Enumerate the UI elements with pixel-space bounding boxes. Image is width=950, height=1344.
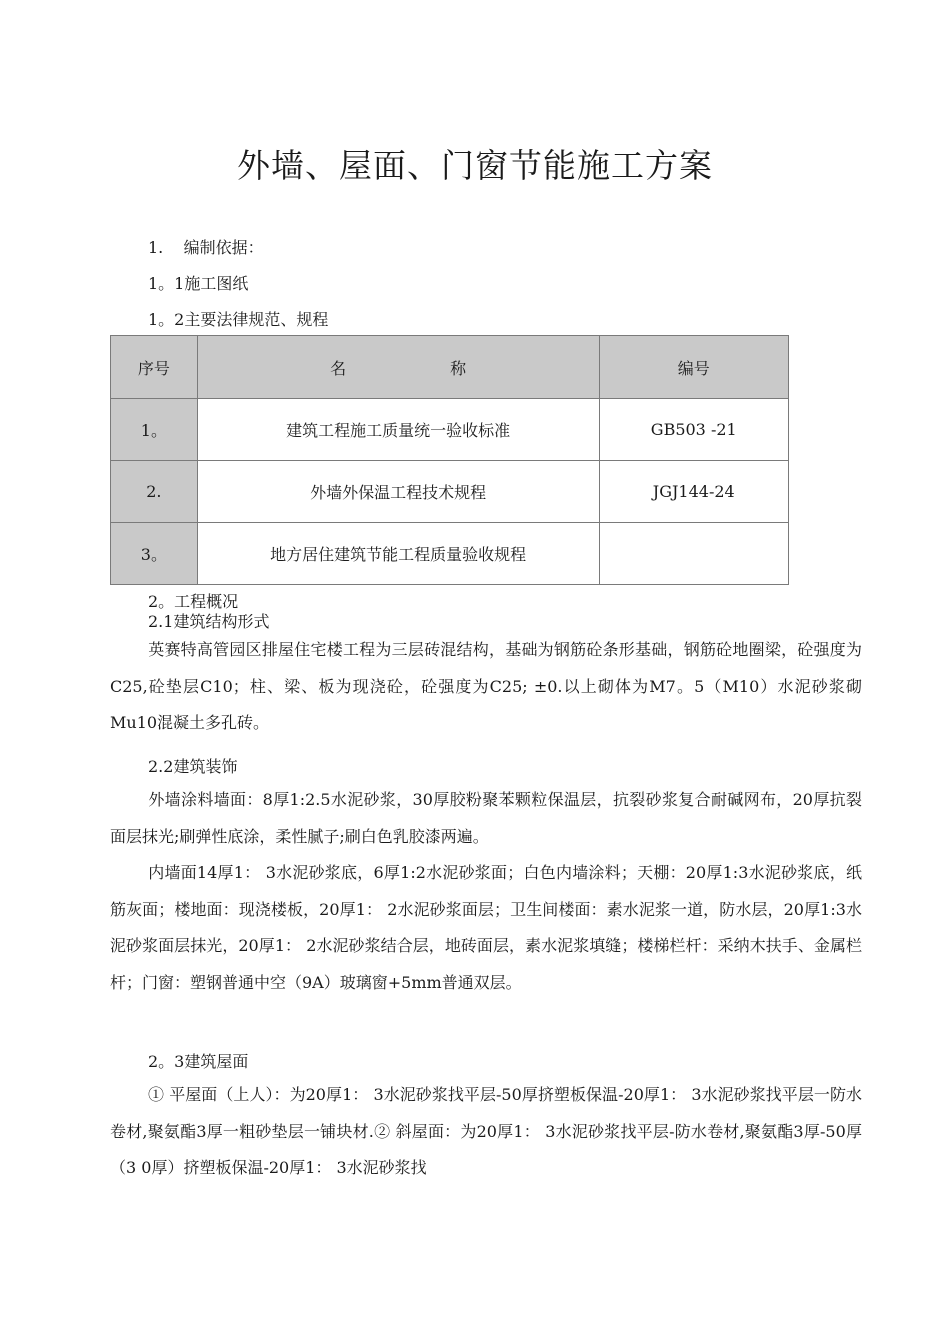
- row-code: GB503 -21: [599, 399, 788, 461]
- section-1-2: 1。2主要法律规范、规程: [148, 310, 329, 329]
- table-header-row: [111, 336, 789, 399]
- regulations-table: [110, 335, 789, 585]
- page-title: 外墙、屋面、门窗节能施工方案: [237, 146, 713, 185]
- paragraph-interior: [110, 855, 862, 1001]
- row-name: 外墙外保温工程技术规程: [197, 461, 599, 523]
- section-2-2: 2.2建筑装饰: [148, 757, 238, 776]
- section-1-heading: 1. 编制依据：: [148, 238, 264, 257]
- row-code: [599, 523, 788, 585]
- section-2-heading: 2。工程概况: [148, 592, 239, 611]
- paragraph-roof: [110, 1077, 862, 1187]
- paragraph-roof-text: ① 平屋面（上人）：为20厚1： 3水泥砂浆找平层-50厚挤塑板保温-20厚1： 3水泥砂浆找平层一防水卷材,聚氨酯3厚一粗砂垫层一铺块材.② 斜屋面：为20厚1： 3水泥砂浆找平层-防水卷材,聚氨酯3厚-50厚（3 0厚）挤塑板保温-20厚1： 3水泥砂浆找: [110, 1085, 862, 1177]
- paragraph-exterior-wall: [110, 782, 862, 855]
- table-row: [111, 523, 789, 585]
- header-no: 序号: [111, 336, 198, 399]
- section-2-3: 2。3建筑屋面: [148, 1052, 249, 1071]
- header-code: 编号: [599, 336, 788, 399]
- paragraph-exterior-wall-text: 外墙涂料墙面：8厚1:2.5水泥砂浆，30厚胶粉聚苯颗粒保温层，抗裂砂浆复合耐碱网布，20厚抗裂面层抹光;刷弹性底涂，柔性腻子;刷白色乳胶漆两遍。: [110, 790, 862, 846]
- table-row: [111, 399, 789, 461]
- paragraph-structure-text: 英赛特高管园区排屋住宅楼工程为三层砖混结构，基础为钢筋砼条形基础，钢筋砼地圈梁，砼强度为C25,砼垫层C10；柱、梁、板为现浇砼，砼强度为C25; ±0.以上砌体为M7。5（M10）水泥砂浆砌Mu10混凝土多孔砖。: [110, 640, 862, 732]
- row-name: 地方居住建筑节能工程质量验收规程: [197, 523, 599, 585]
- paragraph-interior-text: 内墙面14厚1： 3水泥砂浆底，6厚1:2水泥砂浆面；白色内墙涂料；天棚：20厚1:3水泥砂浆底，纸筋灰面；楼地面：现浇楼板，20厚1： 2水泥砂浆面层；卫生间楼面：素水泥浆一道，防水层，20厚1:3水泥砂浆面层抹光，20厚1： 2水泥砂浆结合层，地砖面层，素水泥浆填缝；楼梯栏杆：采纳木扶手、金属栏杆；门窗：塑钢普通中空（9A）玻璃窗+5mm普通双层。: [110, 863, 862, 992]
- header-name: [197, 336, 599, 399]
- section-1-1: 1。1施工图纸: [148, 274, 249, 293]
- row-name: 建筑工程施工质量统一验收标准: [197, 399, 599, 461]
- row-no: 1。: [111, 399, 198, 461]
- paragraph-structure: [110, 632, 862, 742]
- row-code: JGJ144-24: [599, 461, 788, 523]
- row-no: 2.: [111, 461, 198, 523]
- table-row: [111, 461, 789, 523]
- header-name-part1: 名: [330, 358, 347, 378]
- section-2-1: 2.1建筑结构形式: [148, 612, 270, 631]
- header-name-part2: 称: [450, 358, 467, 378]
- row-no: 3。: [111, 523, 198, 585]
